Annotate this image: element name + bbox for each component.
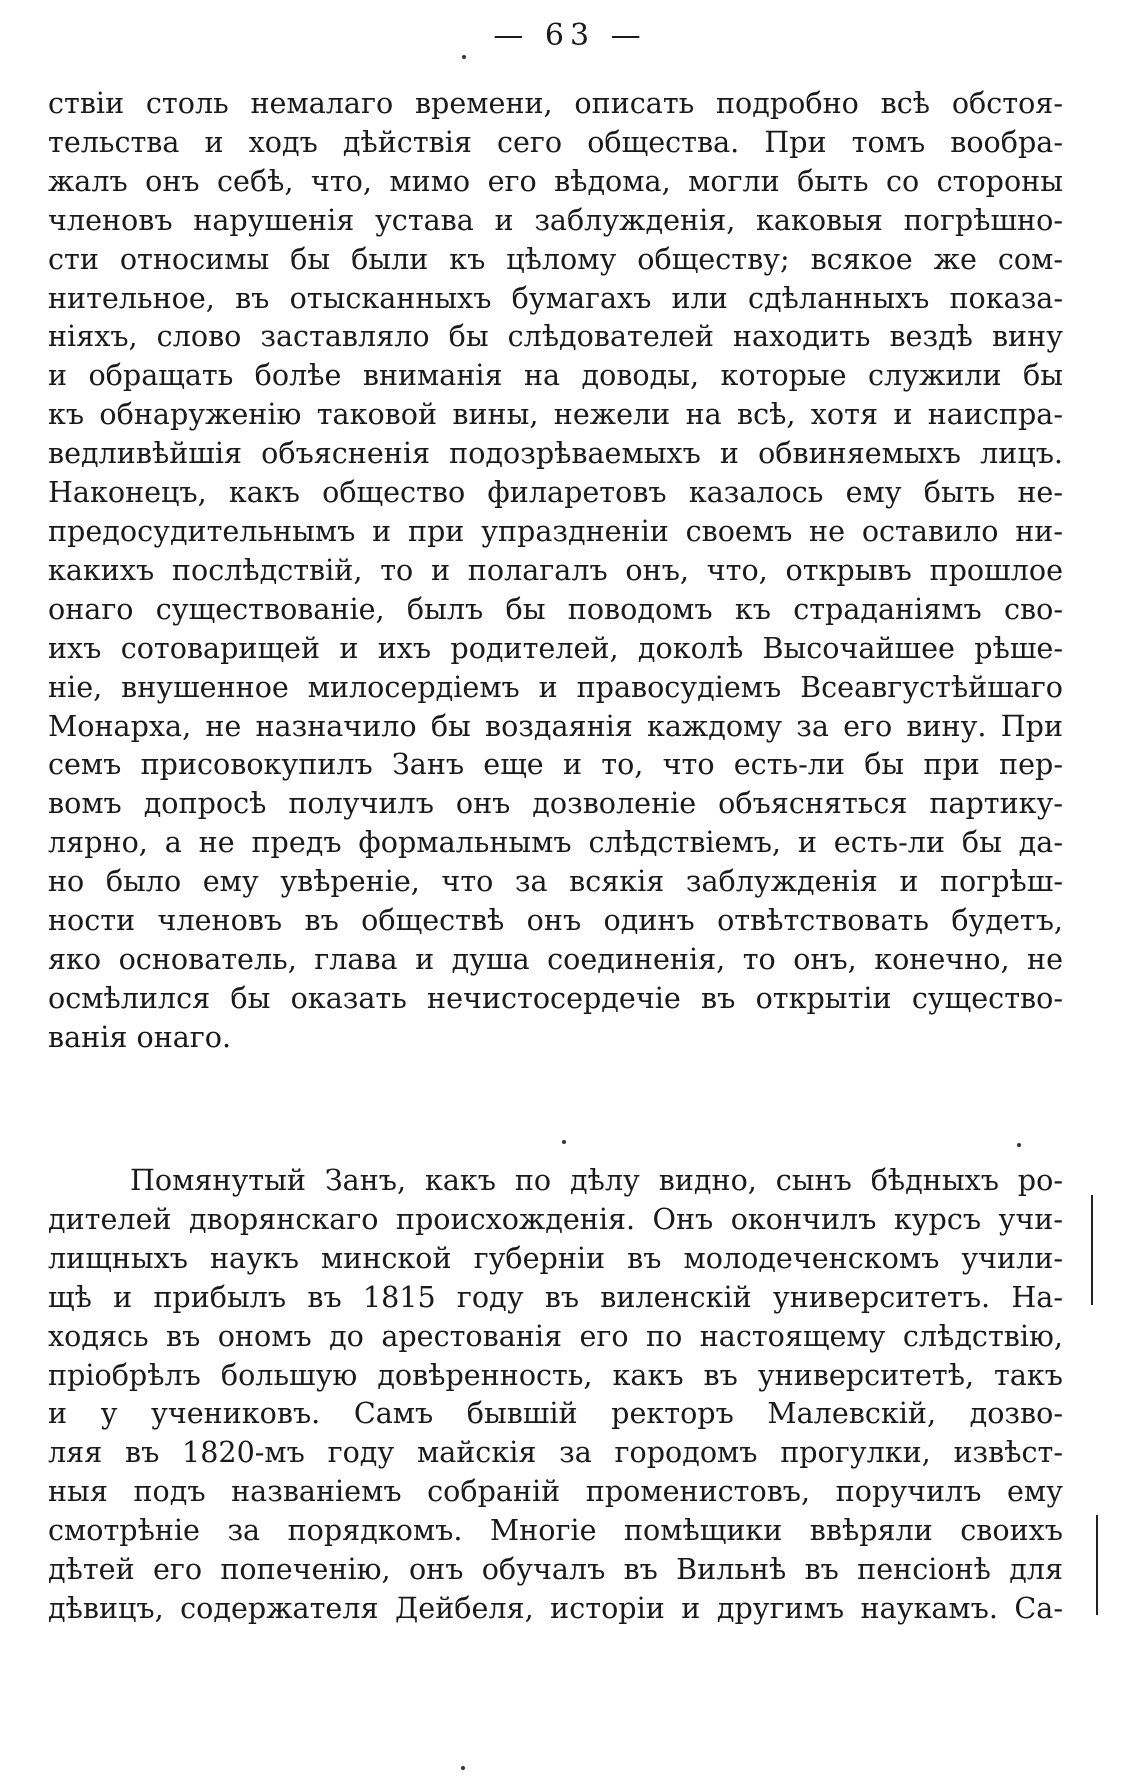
text-line: смотрѣніе за порядкомъ. Многіе помѣщики ввѣряли своихъ bbox=[48, 1513, 1063, 1548]
text-line: ніе, внушенное милосердіемъ и правосудіемъ Всеавгустѣйшаго bbox=[48, 669, 1063, 704]
text-line: ванія онаго. bbox=[48, 1019, 232, 1054]
text-line: дѣтей его попеченію, онъ обучалъ въ Вильнѣ въ пенсіонѣ для bbox=[48, 1552, 1063, 1587]
text-line: къ обнаруженію таковой вины, нежели на всѣ, хотя и наиспра- bbox=[48, 397, 1063, 432]
text-line: лищныхъ наукъ минской губерніи въ молодеченскомъ учили- bbox=[48, 1240, 1063, 1275]
scan-speck bbox=[562, 1140, 566, 1144]
text-line: осмѣлился бы оказать нечистосердечіе въ открытіи существо- bbox=[48, 980, 1063, 1015]
text-line: тельства и ходъ дѣйствія сего общества. При томъ вообра- bbox=[48, 124, 1063, 159]
text-line: Наконецъ, какъ общество филаретовъ казалось ему быть не- bbox=[48, 475, 1063, 510]
scan-speck bbox=[461, 1766, 465, 1770]
text-line: какихъ послѣдствій, то и полагалъ онъ, что, открывъ прошлое bbox=[48, 552, 1063, 587]
text-line: ныя подъ названіемъ собраній променистовъ, поручилъ ему bbox=[48, 1474, 1063, 1509]
text-line: пріобрѣлъ большую довѣренность, какъ въ университетѣ, такъ bbox=[48, 1357, 1063, 1392]
text-line: нительное, въ отысканныхъ бумагахъ или сдѣланныхъ показа- bbox=[48, 280, 1063, 315]
text-line: ведливѣйшія объясненія подозрѣваемыхъ и обвиняемыхъ лицъ. bbox=[48, 436, 1063, 471]
text-line: ствіи столь немалаго времени, описать подробно всѣ обстоя- bbox=[48, 86, 1063, 120]
text-line: вомъ допросѣ получилъ онъ дозволеніе объясняться партику- bbox=[48, 786, 1063, 821]
text-line: яко основатель, глава и душа соединенія, то онъ, конечно, не bbox=[48, 941, 1063, 976]
page-number-header: — 63 — bbox=[493, 18, 647, 53]
text-line: и у учениковъ. Самъ бывшій ректоръ Малевскій, дозво- bbox=[48, 1396, 1063, 1431]
text-line: Помянутый Занъ, какъ по дѣлу видно, сынъ бѣдныхъ ро- bbox=[130, 1163, 1063, 1197]
text-line: Монарха, не назначило бы воздаянія каждому за его вину. При bbox=[48, 708, 1063, 743]
text-line: ляя въ 1820-мъ году майскія за городомъ прогулки, извѣст- bbox=[48, 1435, 1063, 1470]
text-line: членовъ нарушенія устава и заблужденія, каковыя погрѣшно- bbox=[48, 202, 1063, 237]
text-line: ности членовъ въ обществѣ онъ одинъ отвѣтствовать будетъ, bbox=[48, 903, 1063, 938]
scan-speck bbox=[1017, 1143, 1021, 1147]
text-line: ходясь въ ономъ до арестованія его по настоящему слѣдствію, bbox=[48, 1318, 1063, 1353]
paragraph-2 bbox=[48, 1161, 1063, 1628]
text-line: и обращать болѣе вниманія на доводы, которые служили бы bbox=[48, 358, 1063, 393]
margin-pencil-mark bbox=[1096, 1515, 1098, 1615]
text-line: но было ему увѣреніе, что за всякія заблужденія и погрѣш- bbox=[48, 864, 1063, 899]
paragraph-1 bbox=[48, 84, 1063, 1057]
text-line: лярно, а не предъ формальнымъ слѣдствіемъ, и есть-ли бы да- bbox=[48, 825, 1063, 860]
text-line: ихъ сотоварищей и ихъ родителей, доколѣ Высочайшее рѣше- bbox=[48, 630, 1063, 665]
margin-pencil-mark bbox=[1091, 1195, 1093, 1305]
text-line: предосудительнымъ и при упраздненіи своемъ не оставило ни- bbox=[48, 513, 1063, 548]
text-line: дѣвицъ, содержателя Дейбеля, исторіи и другимъ наукамъ. Са- bbox=[48, 1590, 1063, 1625]
text-line: сти относимы бы были къ цѣлому обществу; всякое же сом- bbox=[48, 241, 1063, 276]
text-line: ніяхъ, слово заставляло бы слѣдователей находить вездѣ вину bbox=[48, 319, 1063, 354]
text-line: жалъ онъ себѣ, что, мимо его вѣдома, могли быть со стороны bbox=[48, 163, 1063, 198]
text-line: щѣ и прибылъ въ 1815 году въ виленскій университетъ. На- bbox=[48, 1279, 1063, 1314]
scan-speck bbox=[462, 55, 466, 59]
text-line: дителей дворянскаго происхожденія. Онъ окончилъ курсъ учи- bbox=[48, 1201, 1063, 1236]
text-line: онаго существованіе, былъ бы поводомъ къ страданіямъ сво- bbox=[48, 591, 1063, 626]
text-line: семъ присовокупилъ Занъ еще и то, что есть-ли бы при пер- bbox=[48, 747, 1063, 782]
